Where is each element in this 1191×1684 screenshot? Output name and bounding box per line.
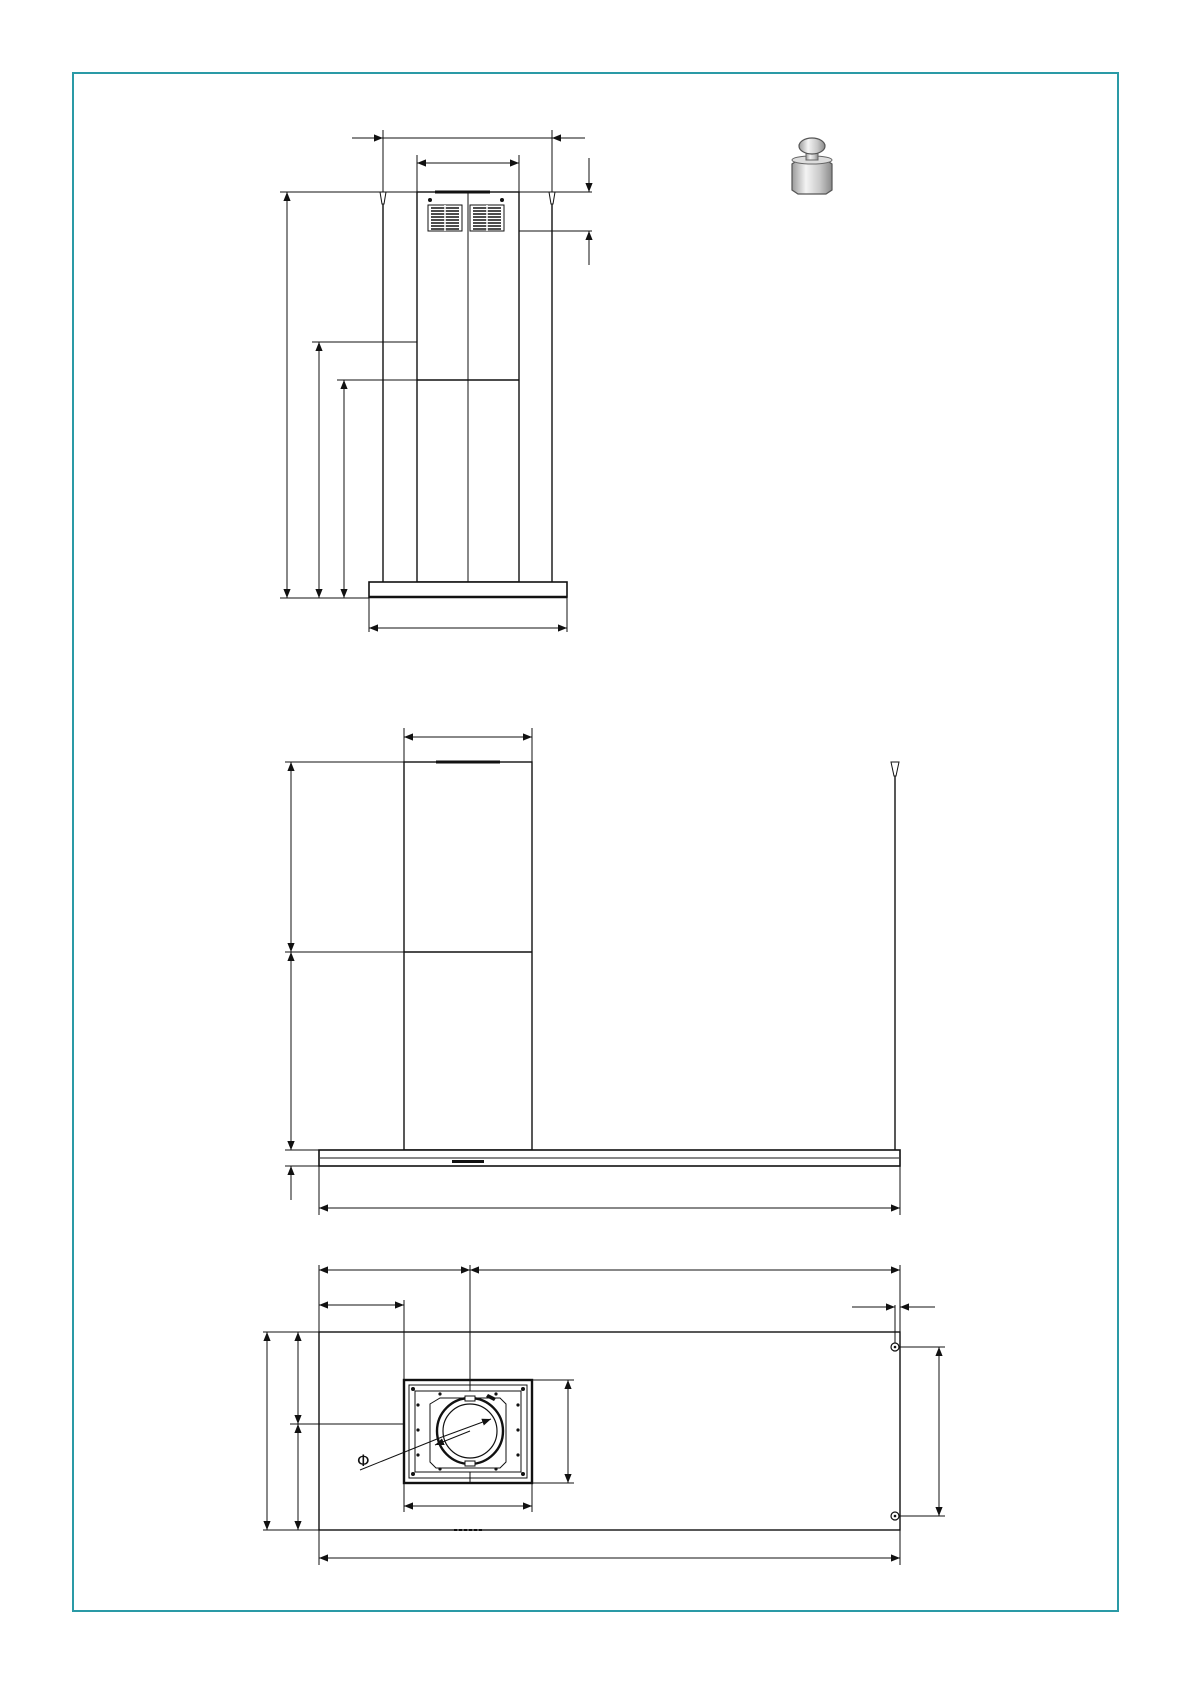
cable-anchor-side [891, 762, 899, 776]
control-panel-strip [452, 1160, 484, 1163]
mounting-hole-bottom [891, 1512, 899, 1520]
cable-anchor-right [549, 192, 555, 204]
front-view [280, 130, 592, 632]
side-view-dimensions [291, 737, 900, 1208]
hood-canopy-front [369, 582, 567, 597]
diameter-symbol: Φ [357, 1451, 370, 1470]
mounting-hole-top [891, 1343, 899, 1351]
weight-icon [792, 138, 832, 194]
cable-anchor-left [380, 192, 386, 204]
plan-view-dimensions [267, 1270, 939, 1558]
chimney-side-outline [404, 762, 532, 1150]
vent-grille-left [428, 205, 462, 231]
side-view [285, 728, 900, 1215]
plan-view [263, 1265, 945, 1565]
vent-grille-right [470, 205, 504, 231]
